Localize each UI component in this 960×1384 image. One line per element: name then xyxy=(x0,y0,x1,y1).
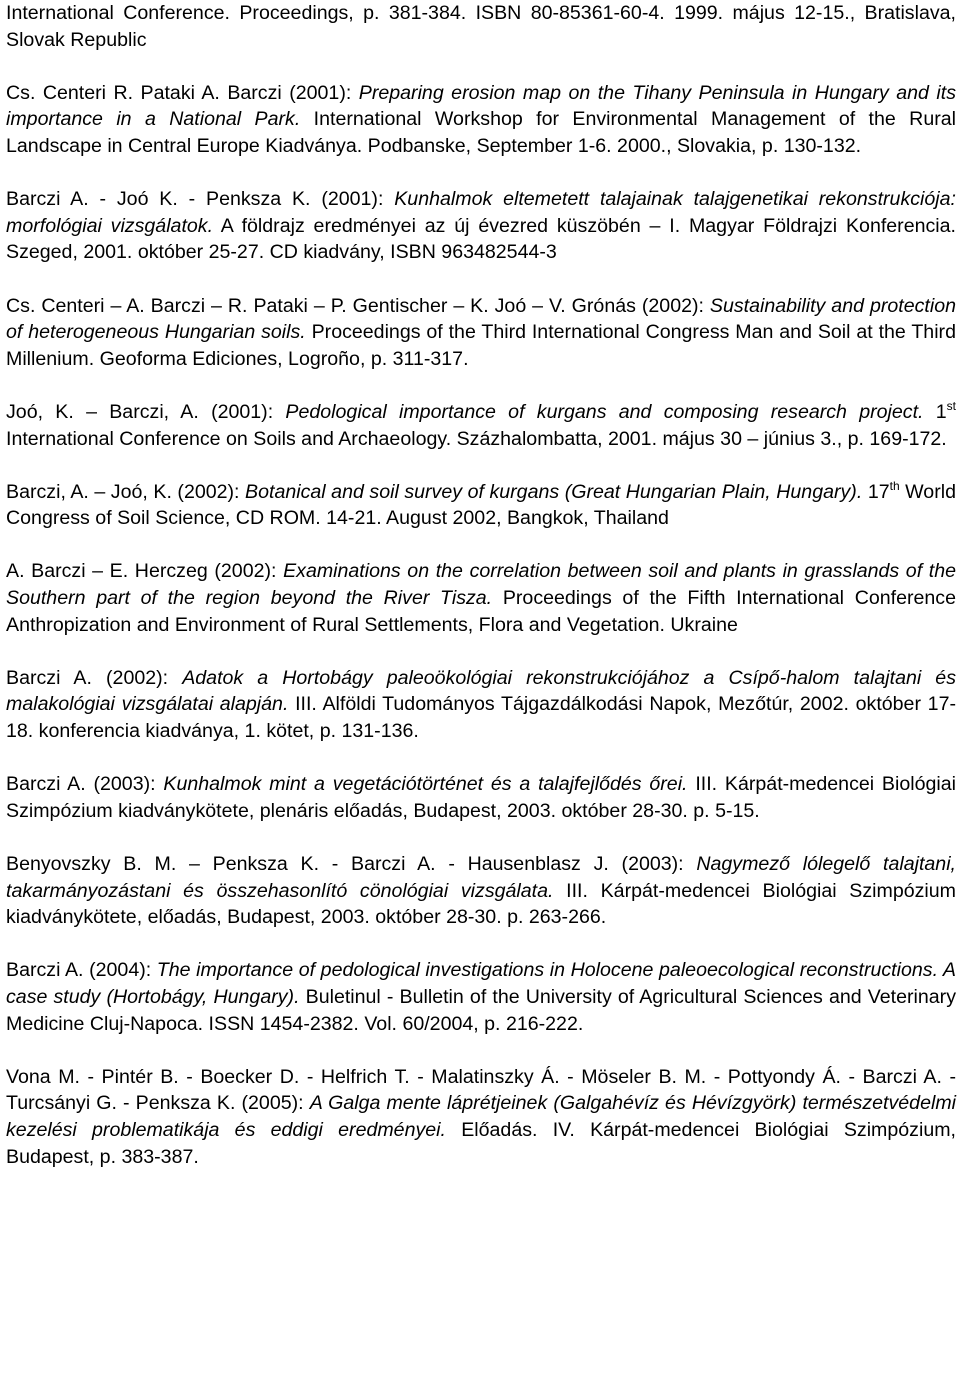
reference-title: Botanical and soil survey of kurgans (Great Hungarian Plain, Hungary). xyxy=(245,480,863,503)
reference-title: Kunhalmok eltemetett talajainak talajgenetikai rekonstrukciója: morfológiai vizsgálatok. xyxy=(6,188,956,237)
reference-text: International Conference. Proceedings, p. 381-384. ISBN 80-85361-60-4. 1999. május 12-15., Bratislava, Slovak Republic xyxy=(6,2,956,51)
ordinal-superscript: st xyxy=(946,398,956,413)
reference-text: Proceedings of the Third International Congress Man and Soil at the Third Millenium. Geoforma Ediciones, Logroño, p. 311-317. xyxy=(6,321,956,370)
reference-entry xyxy=(6,851,956,931)
reference-entry xyxy=(6,399,956,452)
reference-title: Examinations on the correlation between soil and plants in grasslands of the Southern part of the region beyond the River Tisza. xyxy=(6,560,956,610)
reference-list xyxy=(6,0,956,1197)
reference-entry xyxy=(6,558,956,638)
reference-text: Barczi, A. – Joó, K. (2002): xyxy=(6,480,246,503)
reference-text: 1 xyxy=(923,400,947,423)
reference-entry xyxy=(6,771,956,824)
reference-entry xyxy=(6,293,956,373)
reference-text: Barczi A. (2003): xyxy=(6,773,164,796)
reference-entry xyxy=(6,957,956,1037)
reference-text: Proceedings of the Fifth International Conference Anthropization and Environment of Rural Settlements, Flora and Vegetation. Ukraine xyxy=(6,587,956,636)
reference-text: Előadás. IV. Kárpát-medencei Biológiai Szimpózium, Budapest, p. 383-387. xyxy=(6,1118,956,1168)
ordinal-superscript: th xyxy=(889,478,900,493)
reference-title: Kunhalmok mint a vegetációtörténet és a talajfejlődés őrei. xyxy=(163,773,688,796)
reference-text: 17 xyxy=(862,480,890,503)
reference-title: Sustainability and protection of heterogeneous Hungarian soils. xyxy=(6,294,956,344)
reference-title: Pedological importance of kurgans and composing research project. xyxy=(285,400,924,423)
reference-text: III. Alföldi Tudományos Tájgazdálkodási Napok, Mezőtúr, 2002. október 17-18. konferencia kiadványa, 1. kötet, p. 131-136. xyxy=(6,693,956,743)
reference-title: Nagymező lólegelő talajtani, takarmányozástani és összehasonlító cönológiai vizsgálata. xyxy=(6,853,956,902)
reference-text: Barczi A. (2004): xyxy=(6,959,157,982)
reference-title: Preparing erosion map on the Tihany Peninsula in Hungary and its importance in a National Park. xyxy=(6,81,956,131)
reference-text: International Conference on Soils and Archaeology. Százhalombatta, 2001. május 30 – június 3., p. 169-172. xyxy=(6,427,947,450)
reference-entry xyxy=(6,0,956,53)
reference-text: Barczi A. (2002): xyxy=(6,666,183,689)
reference-entry xyxy=(6,1064,956,1170)
reference-title: A Galga mente láprétjeinek (Galgahévíz és Hévízgyörk) természetvédelmi kezelési problematikája és eddigi eredményei. xyxy=(6,1092,956,1141)
reference-text: Vona M. - Pintér B. - Boecker D. - Helfrich T. - Malatinszky Á. - Möseler B. M. - Pottyondy Á. - Barczi A. - Turcsányi G. - Penksza K. (2005): xyxy=(6,1065,956,1115)
reference-text: Barczi A. - Joó K. - Penksza K. (2001): xyxy=(6,188,395,211)
reference-entry xyxy=(6,186,956,266)
reference-text: III. Kárpát-medencei Biológiai Szimpózium kiadványkötete, plenáris előadás, Budapest, 2003. október 28-30. p. 5-15. xyxy=(6,773,956,822)
reference-entry xyxy=(6,479,956,532)
reference-text: World Congress of Soil Science, CD ROM. 14-21. August 2002, Bangkok, Thailand xyxy=(6,480,956,530)
reference-text: Joó, K. – Barczi, A. (2001): xyxy=(6,400,286,423)
reference-text: Cs. Centeri R. Pataki A. Barczi (2001): xyxy=(6,81,359,104)
reference-text: III. Kárpát-medencei Biológiai Szimpózium kiadványkötete, előadás, Budapest, 2003. október 28-30. p. 263-266. xyxy=(6,879,956,929)
reference-title: The importance of pedological investigations in Holocene paleoecological reconstructions. A case study (Hortobágy, Hungary). xyxy=(6,959,956,1008)
reference-text: Benyovszky B. M. – Penksza K. - Barczi A. - Hausenblasz J. (2003): xyxy=(6,853,697,875)
reference-entry xyxy=(6,80,956,160)
reference-text: International Workshop for Environmental Management of the Rural Landscape in Central Europe Kiadványa. Podbanske, September 1-6. 2000., Slovakia, p. 130-132. xyxy=(6,108,957,157)
reference-title: Adatok a Hortobágy paleoökológiai rekonstrukciójához a Csípő-halom talajtani és malakológiai vizsgálatai alapján. xyxy=(6,666,956,716)
reference-text: Buletinul - Bulletin of the University of Agricultural Sciences and Veterinary Medicine Cluj-Napoca. ISSN 1454-2382. Vol. 60/2004, p. 216-222. xyxy=(6,985,956,1035)
reference-text: Cs. Centeri – A. Barczi – R. Pataki – P. Gentischer – K. Joó – V. Grónás (2002): xyxy=(6,294,710,317)
reference-text: A földrajz eredményei az új évezred küszöbén – I. Magyar Földrajzi Konferencia. Szeged, 2001. október 25-27. CD kiadvány, ISBN 963482544-3 xyxy=(6,214,956,264)
reference-text: A. Barczi – E. Herczeg (2002): xyxy=(6,560,284,583)
reference-entry xyxy=(6,665,956,745)
